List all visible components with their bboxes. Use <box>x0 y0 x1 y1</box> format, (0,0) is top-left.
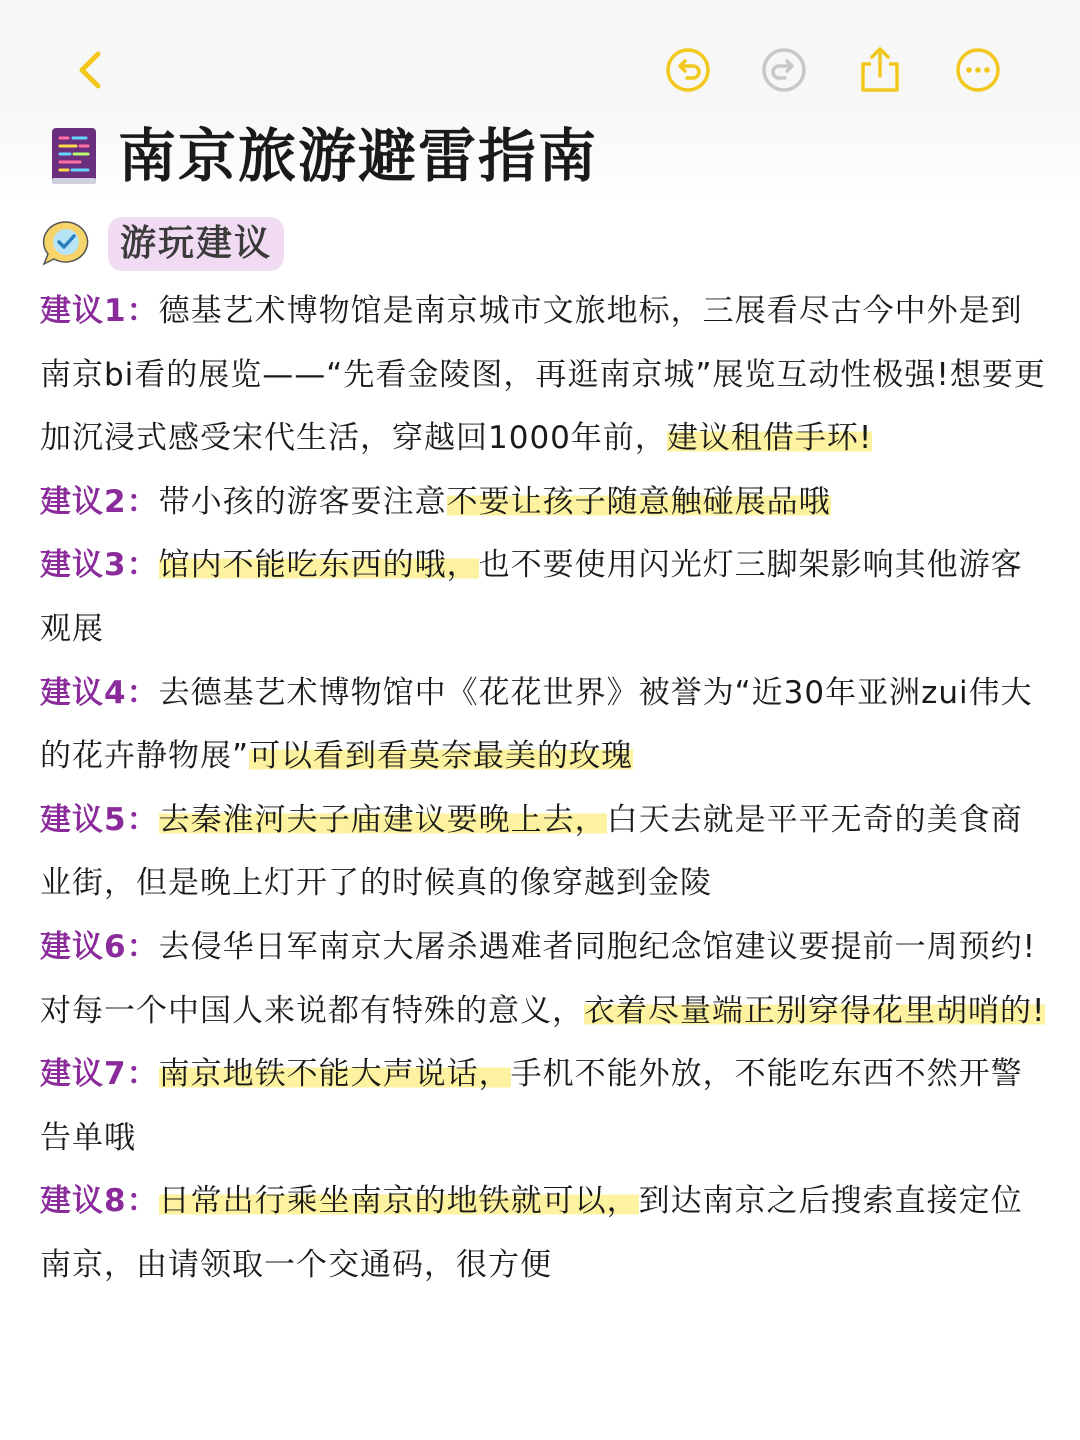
back-button[interactable] <box>60 40 120 100</box>
tips-list <box>40 280 1050 1298</box>
undo-button[interactable] <box>658 40 718 100</box>
tip-text: 白天去就是平平无奇的美食商业街，但是晚上灯开了的时候真的像穿越到金陵 <box>40 801 1023 902</box>
tip-highlight-text: 衣着尽量端正别穿得花里胡哨的! <box>584 992 1046 1029</box>
page-title: 南京旅游避雷指南 <box>118 122 599 190</box>
tip-text: 到达南京之后搜索直接定位南京，由请领取一个交通码，很方便 <box>40 1183 1023 1283</box>
tip-label: 建议3： <box>40 547 159 584</box>
tip-text: 德基艺术博物馆是南京城市文旅地标，三展看尽古今中外是到南京bi看的展览——“先看金陵图，再逛南京城”展览互动性极强!想要更加沉浸式感受宋代生活，穿越回1000年前， <box>40 293 1046 457</box>
title-row <box>0 110 1080 200</box>
tip-label: 建议4： <box>40 674 159 711</box>
tip-item <box>40 1170 1050 1297</box>
tip-text: 手机不能外放，不能吃东西不然开警告单哦 <box>40 1056 1023 1156</box>
tip-text: 带小孩的游客要注意 <box>158 483 447 520</box>
undo-icon <box>664 46 712 94</box>
tip-highlight-text: 日常出行乘坐南京的地铁就可以， <box>158 1183 639 1220</box>
tip-item <box>40 1043 1050 1170</box>
tip-text: 去德基艺术博物馆中《花花世界》被誉为“近30年亚洲zui伟大的花卉静物展” <box>40 674 1033 775</box>
share-button[interactable] <box>850 40 910 100</box>
tip-label: 建议2： <box>40 483 159 520</box>
chevron-left-icon <box>70 48 110 92</box>
redo-button[interactable] <box>754 40 814 100</box>
tip-label: 建议1： <box>40 293 159 329</box>
tip-highlight-text: 建议租借手环! <box>666 420 873 457</box>
tip-label: 建议5： <box>40 801 159 838</box>
more-icon <box>954 46 1002 94</box>
tip-label: 建议8： <box>40 1183 159 1220</box>
tip-highlight-text: 去秦淮河夫子庙建议要晚上去， <box>158 801 607 838</box>
section-label: 游玩建议 <box>108 217 284 271</box>
tip-item <box>40 916 1050 1043</box>
tip-label: 建议7： <box>40 1056 159 1093</box>
tip-highlight-text: 不要让孩子随意触碰展品哦 <box>446 483 831 520</box>
share-icon <box>856 44 904 96</box>
tip-label: 建议6： <box>40 928 159 965</box>
redo-icon <box>760 46 808 94</box>
tip-text: 也不要使用闪光灯三脚架影响其他游客观展 <box>40 547 1023 647</box>
notebook-icon <box>46 124 102 188</box>
more-button[interactable] <box>948 40 1008 100</box>
tip-highlight-text: 南京地铁不能大声说话， <box>158 1056 511 1093</box>
tip-item <box>40 280 1050 471</box>
tip-highlight-text: 馆内不能吃东西的哦， <box>158 547 479 584</box>
tip-item <box>40 662 1050 789</box>
tip-highlight-text: 可以看到看莫奈最美的玫瑰 <box>249 738 634 775</box>
section-header <box>40 214 284 274</box>
check-bubble-icon <box>40 218 92 270</box>
tip-item <box>40 789 1050 916</box>
tip-text: 去侵华日军南京大屠杀遇难者同胞纪念馆建议要提前一周预约!对每一个中国人来说都有特殊的意义， <box>40 928 1037 1029</box>
tip-item <box>40 534 1050 661</box>
tip-item <box>40 471 1050 535</box>
